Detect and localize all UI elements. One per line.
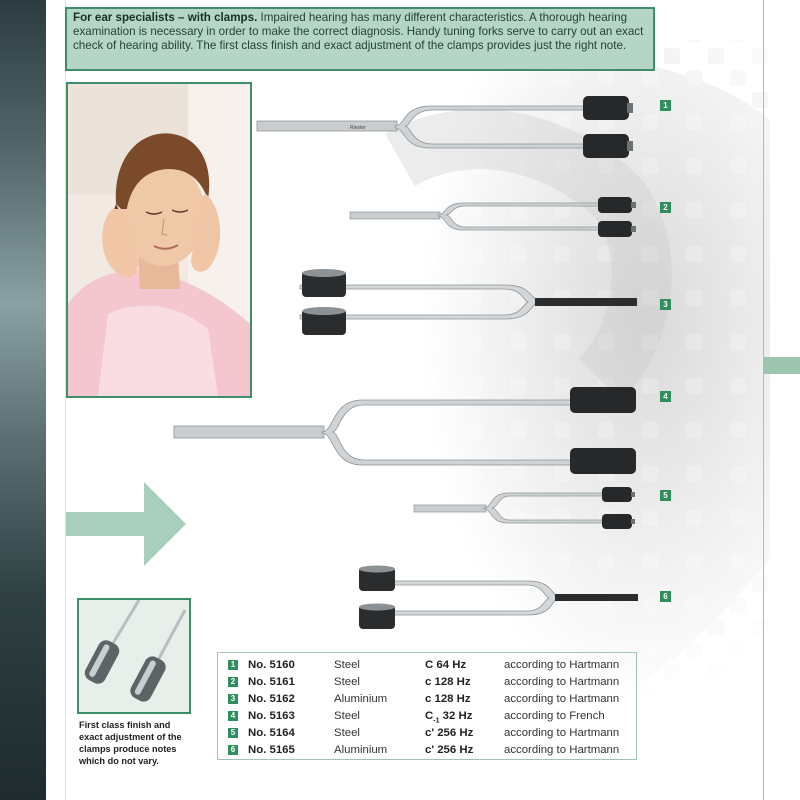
frequency bbox=[425, 657, 466, 674]
arrow-shape bbox=[66, 482, 186, 566]
frequency-value: 256 Hz bbox=[437, 744, 474, 756]
frequency-note: C bbox=[425, 710, 434, 722]
frequency-value: 128 Hz bbox=[434, 693, 471, 705]
material: Steel bbox=[334, 710, 360, 722]
frequency-subscript: -1 bbox=[433, 717, 440, 725]
frequency-note: c' bbox=[425, 744, 435, 756]
detail-caption: First class finish and exact adjustment of the clamps produce notes which do not vary. bbox=[79, 720, 182, 766]
intro-text-box bbox=[65, 7, 655, 71]
row-number: 1 bbox=[228, 660, 238, 670]
tuning-fork-3 bbox=[290, 265, 640, 341]
frequency-value: 128 Hz bbox=[434, 676, 471, 688]
intro-body: Impaired hearing has many different characteristics. A thorough hearing examination is necessary in order to make the correct diagnosis. Handy tuning forks serve to carry out an exact check of hearing ability. The first class finish and exact adjustment of the clamps provides just the right note. bbox=[73, 11, 644, 52]
row-number: 3 bbox=[228, 694, 238, 704]
product-number: No. 5162 bbox=[248, 693, 295, 705]
row-number: 6 bbox=[228, 745, 238, 755]
frequency bbox=[425, 742, 473, 759]
product-number: No. 5165 bbox=[248, 744, 295, 756]
right-margin-rule bbox=[763, 0, 764, 800]
table-row bbox=[228, 691, 636, 708]
material: Aluminium bbox=[334, 693, 388, 705]
fork-label-1: 1 bbox=[660, 100, 671, 111]
intro-heading: For ear specialists – with clamps. bbox=[73, 11, 258, 24]
table-row bbox=[228, 742, 636, 759]
reference: according to French bbox=[504, 710, 605, 722]
material: Steel bbox=[334, 727, 360, 739]
row-number: 4 bbox=[228, 711, 238, 721]
material: Steel bbox=[334, 659, 360, 671]
frequency-value: 32 Hz bbox=[442, 710, 473, 722]
frequency-note: c' bbox=[425, 727, 435, 739]
tuning-fork-1 bbox=[255, 88, 645, 168]
frequency bbox=[425, 725, 473, 742]
material: Steel bbox=[334, 676, 360, 688]
frequency-value: 256 Hz bbox=[437, 727, 474, 739]
fork-label-5: 5 bbox=[660, 490, 671, 501]
product-number: No. 5160 bbox=[248, 659, 295, 671]
right-section-tab bbox=[763, 357, 800, 374]
tuning-fork-2 bbox=[348, 193, 643, 245]
product-number: No. 5161 bbox=[248, 676, 295, 688]
clamp-detail-photo bbox=[77, 598, 191, 714]
product-number: No. 5163 bbox=[248, 710, 295, 722]
material: Aluminium bbox=[334, 744, 388, 756]
woman-photo bbox=[66, 82, 252, 398]
row-number: 5 bbox=[228, 728, 238, 738]
reference: according to Hartmann bbox=[504, 659, 620, 671]
frequency bbox=[425, 674, 471, 691]
fork-label-2: 2 bbox=[660, 202, 671, 213]
reference: according to Hartmann bbox=[504, 744, 620, 756]
table-row bbox=[228, 674, 636, 691]
product-spec-table bbox=[217, 652, 637, 760]
woman-listening-illustration bbox=[68, 84, 250, 396]
frequency-note: c bbox=[425, 676, 432, 688]
row-number: 2 bbox=[228, 677, 238, 687]
tuning-fork-4 bbox=[172, 382, 644, 476]
svg-text:Riester: Riester bbox=[350, 125, 366, 131]
reference: according to Hartmann bbox=[504, 676, 620, 688]
reference: according to Hartmann bbox=[504, 727, 620, 739]
tuning-fork-6 bbox=[353, 563, 643, 635]
fork-label-3: 3 bbox=[660, 299, 671, 310]
fork-label-6: 6 bbox=[660, 591, 671, 602]
frequency-note: C bbox=[425, 659, 434, 671]
table-row bbox=[228, 657, 636, 674]
tuning-fork-5 bbox=[412, 484, 642, 532]
reference: according to Hartmann bbox=[504, 693, 620, 705]
frequency-note: c bbox=[425, 693, 432, 705]
table-row bbox=[228, 708, 636, 725]
frequency bbox=[425, 691, 471, 708]
fork-label-4: 4 bbox=[660, 391, 671, 402]
product-number: No. 5164 bbox=[248, 727, 295, 739]
frequency-value: 64 Hz bbox=[436, 659, 467, 671]
table-row bbox=[228, 725, 636, 742]
